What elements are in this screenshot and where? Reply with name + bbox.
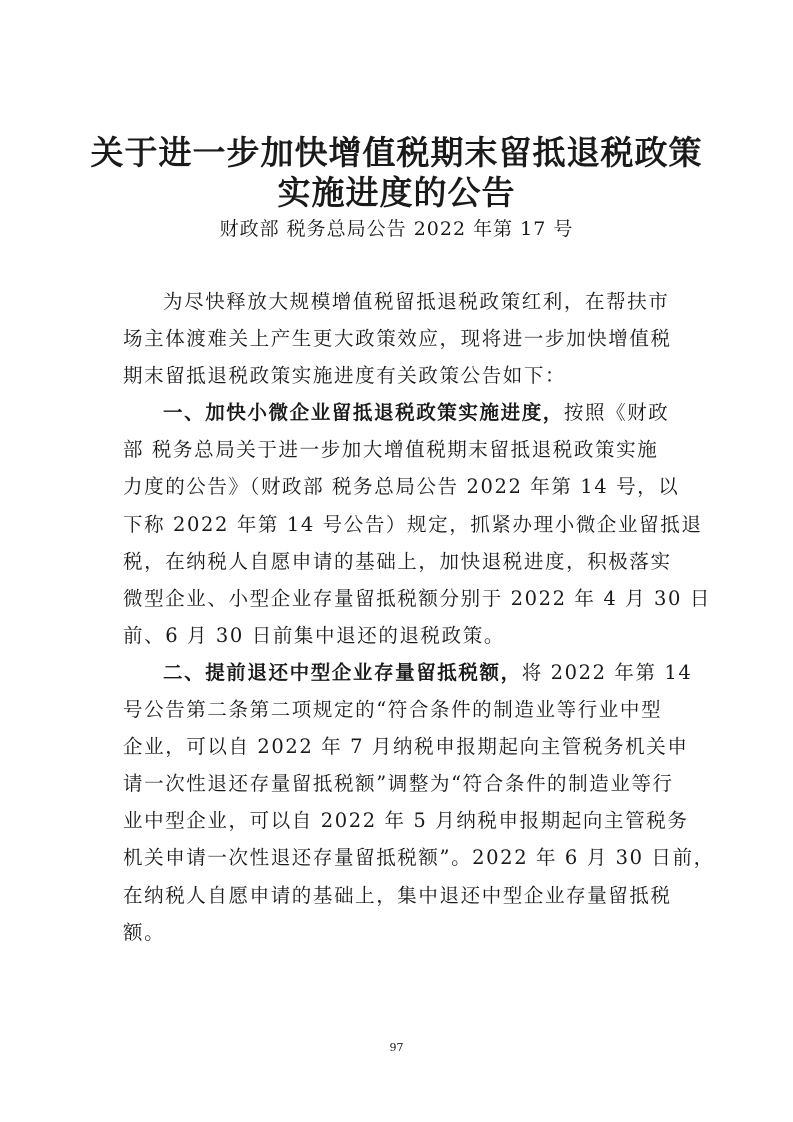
document-number: 财政部 税务总局公告 2022 年第 17 号 [219,218,574,240]
section-1-line: 力度的公告》（财政部 税务总局公告 2022 年第 14 号，以 [123,475,680,499]
document-title-line-1: 关于进一步加快增值税期末留抵退税政策 [90,133,703,172]
section-2-line: 请一次性退还存量留抵税额”调整为“符合条件的制造业等行 [123,772,674,796]
page-number: 97 [389,1041,404,1054]
section-2-line: 机关申请一次性退还存量留抵税额”。2022 年 6 月 30 日前， [123,846,715,870]
intro-line: 场主体渡难关上产生更大政策效应，现将进一步加快增值税 [123,327,672,351]
section-2-line: 企业，可以自 2022 年 7 月纳税申报期起向主管税务机关申 [123,735,689,759]
intro-line: 期末留抵退税政策实施进度有关政策公告如下： [123,364,567,388]
section-2-heading: 二、提前退还中型企业存量留抵税额， [163,660,522,684]
section-2-line: 号公告第二条第二项规定的“符合条件的制造业等行业中型 [123,698,663,722]
section-1-line: 下称 2022 年第 14 号公告）规定，抓紧办理小微企业留抵退 [123,512,703,536]
section-1-line: 税，在纳税人自愿申请的基础上，加快退税进度，积极落实 [123,549,672,573]
section-1-first-line [123,394,684,431]
section-1-line: 部 税务总局关于进一步加大增值税期末留抵退税政策实施 [123,438,659,462]
section-2-text: 将 2022 年第 14 [521,660,693,684]
section-2-first-line [123,654,693,691]
section-1-line: 前、6 月 30 日前集中退还的退税政策。 [123,623,505,647]
document-title-line-2: 实施进度的公告 [277,173,516,212]
section-2-line: 额。 [123,920,166,944]
document-body [123,283,715,951]
section-1-heading: 一、加快小微企业留抵退税政策实施进度， [163,401,564,425]
intro-line: 为尽快释放大规模增值税留抵退税政策红利，在帮扶市 [163,290,670,313]
section-2-line: 在纳税人自愿申请的基础上，集中退还中型企业存量留抵税 [123,883,672,907]
section-1-line: 微型企业、小型企业存量留抵税额分别于 2022 年 4 月 30 日 [123,586,711,610]
section-1-text: 按照《财政 [563,401,670,425]
section-2-line: 业中型企业，可以自 2022 年 5 月纳税申报期起向主管税务 [123,809,689,833]
